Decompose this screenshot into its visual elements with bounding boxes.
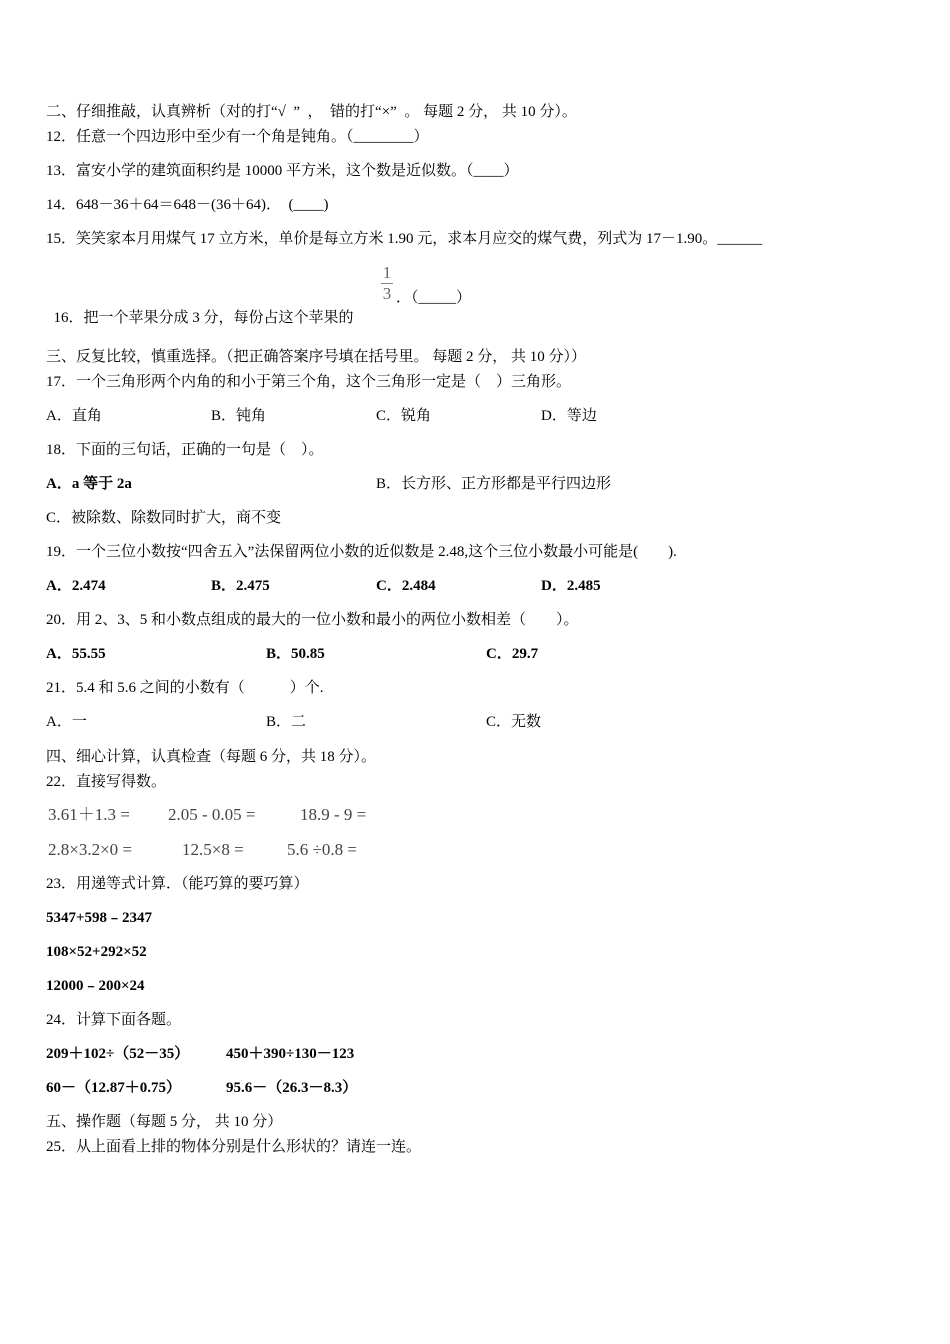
q17-option-a: A．直角	[46, 408, 102, 424]
q21-option-a: A．一	[46, 714, 87, 730]
q17-option-c: C．锐角	[376, 408, 432, 424]
q19-option-a: A．2.474	[46, 578, 106, 594]
q22-expr-3: 18.9 - 9 =	[300, 805, 367, 824]
question-12: 12．任意一个四边形中至少有一个角是钝角。（________）	[46, 129, 429, 145]
q22-expr-6: 5.6 ÷0.8 =	[287, 840, 357, 859]
q19-option-c: C．2.484	[376, 578, 436, 594]
q23-item-1: 5347+598﹣2347	[46, 910, 153, 926]
fraction-numerator: 1	[382, 263, 392, 282]
q19-option-b: B．2.475	[211, 578, 270, 594]
section4-heading: 四、细心计算，认真检查（每题 6 分，共 18 分）。	[46, 749, 377, 765]
question-19: 19．一个三位小数按“四舍五入”法保留两位小数的近似数是 2.48,这个三位小数最小可能是( ).	[46, 544, 677, 560]
fraction-denominator: 3	[382, 284, 392, 303]
q18-option-a: A．a 等于 2a	[46, 476, 132, 492]
q18-option-c: C．被除数、除数同时扩大，商不变	[46, 510, 282, 526]
question-16-tail: ．（_____）	[396, 290, 472, 306]
question-15: 15．笑笑家本月用煤气 17 立方米，单价是每立方米 1.90 元，求本月应交的煤气费，列式为 17－1.90。______	[46, 231, 763, 247]
question-23: 23．用递等式计算．（能巧算的要巧算）	[46, 876, 309, 892]
q24-item-1: 209＋102÷（52－35）	[46, 1046, 190, 1062]
q19-option-d: D．2.485	[541, 578, 601, 594]
question-13: 13．富安小学的建筑面积约是 10000 平方米，这个数是近似数。（____）	[46, 163, 519, 179]
section3-heading: 三、反复比较，慎重选择。（把正确答案序号填在括号里。 每题 2 分， 共 10 分））	[46, 349, 587, 365]
q24-item-3: 60－（12.87＋0.75）	[46, 1080, 182, 1096]
question-16-text: 16．把一个苹果分成 3 分，每份占这个苹果的	[53, 310, 354, 326]
question-18: 18．下面的三句话，正确的一句是（ ）。	[46, 442, 324, 458]
fraction-one-third	[381, 264, 393, 303]
q20-option-c: C．29.7	[486, 646, 539, 662]
q24-item-4: 95.6－（26.3－8.3）	[226, 1080, 358, 1096]
q22-expr-2: 2.05 - 0.05 =	[168, 805, 256, 824]
section5-heading: 五、操作题（每题 5 分， 共 10 分）	[46, 1114, 283, 1130]
question-16	[46, 288, 354, 328]
q21-option-b: B．二	[266, 714, 307, 730]
q22-expr-1: 3.61＋1.3 =	[48, 805, 130, 824]
q17-option-b: B．钝角	[211, 408, 267, 424]
q21-option-c: C．无数	[486, 714, 542, 730]
question-25: 25．从上面看上排的物体分别是什么形状的？请连一连。	[46, 1139, 422, 1155]
question-17: 17．一个三角形两个内角的和小于第三个角，这个三角形一定是（ ）三角形。	[46, 374, 572, 390]
q22-expr-5: 12.5×8 =	[182, 840, 244, 859]
q18-option-b: B．长方形、正方形都是平行四边形	[376, 476, 612, 492]
q24-item-2: 450＋390÷130－123	[226, 1046, 355, 1062]
question-24: 24．计算下面各题。	[46, 1012, 182, 1028]
q23-item-2: 108×52+292×52	[46, 944, 147, 960]
question-14: 14．648－36＋64＝648－(36＋64)． (____)	[46, 197, 329, 213]
section2-heading: 二、仔细推敲，认真辨析（对的打“√ ” ， 错的打“×” 。 每题 2 分， 共 10 分）。	[46, 104, 577, 120]
q17-option-d: D．等边	[541, 408, 597, 424]
question-21: 21．5.4 和 5.6 之间的小数有（ ）个.	[46, 680, 324, 696]
q23-item-3: 12000﹣200×24	[46, 978, 145, 994]
q22-expr-4: 2.8×3.2×0 =	[48, 840, 133, 859]
q20-option-b: B．50.85	[266, 646, 325, 662]
question-20: 20．用 2、3、5 和小数点组成的最大的一位小数和最小的两位小数相差（ ）。	[46, 612, 579, 628]
question-22: 22．直接写得数。	[46, 774, 167, 790]
q20-option-a: A．55.55	[46, 646, 106, 662]
